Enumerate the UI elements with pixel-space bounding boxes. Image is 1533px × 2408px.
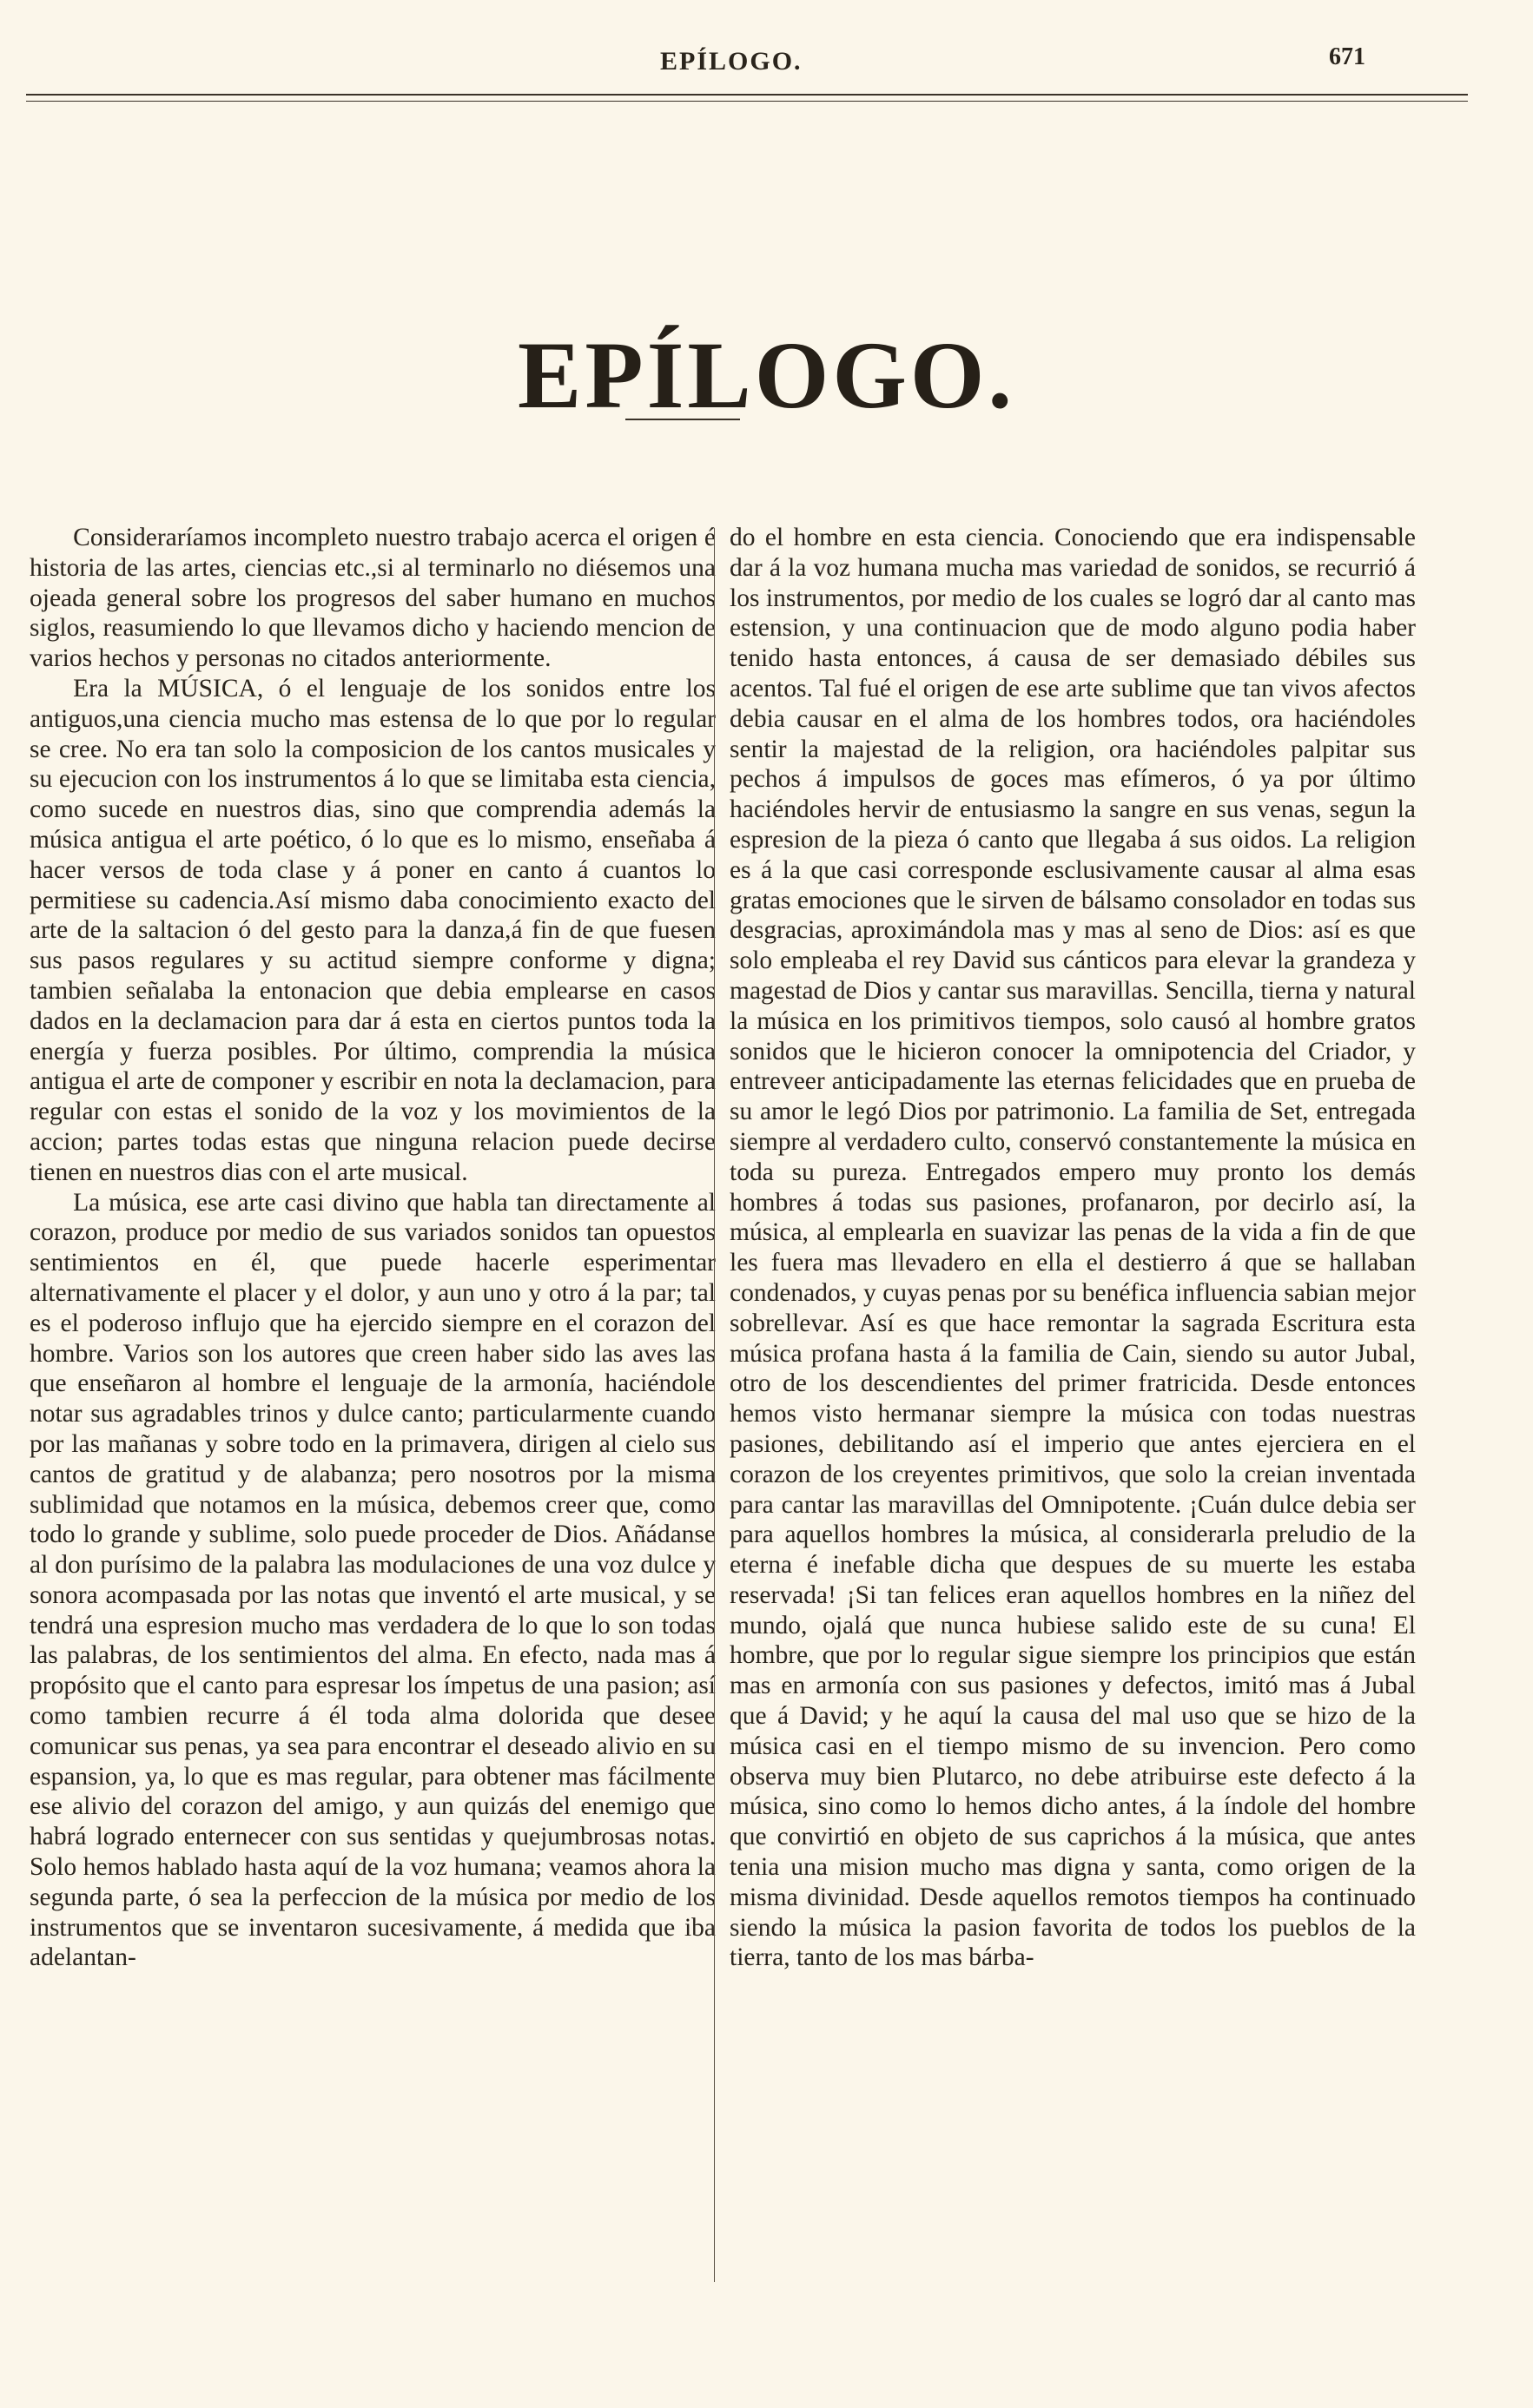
column-divider bbox=[714, 528, 715, 2282]
paragraph: Era la MÚSICA, ó el lenguaje de los sonidos entre los antiguos,una ciencia mucho mas estensa de lo que por lo regular se cree. No era tan solo la composicion de los cantos musicales y su ejecucion con los instrumentos á lo que se limitaba esta ciencia, como sucede en nuestros dias, sino que comprendia además la música antigua el arte poético, ó lo que es lo mismo, enseñaba á hacer versos de toda clase y á poner en canto á cuantos lo permitiese su cadencia.Así mismo daba conocimiento exacto del arte de la saltacion ó del gesto para la danza,á fin de que fuesen sus pasos regulares y su actitud siempre conforme y digna; tambien señalaba la entonacion que debia emplearse en casos dados en la declamacion para dar á esta en ciertos puntos toda la energía y fuerza posibles. Por último, comprendia la música antigua el arte de componer y escribir en nota la declamacion, para regular con estas el sonido de la voz y los movimientos de la accion; partes todas estas que ninguna relacion puede decirse tienen en nuestros dias con el arte musical. bbox=[30, 674, 716, 1186]
header-rule bbox=[26, 94, 1468, 96]
running-title: EPÍLOGO. bbox=[660, 47, 803, 76]
header-rule-thin bbox=[26, 101, 1468, 102]
left-column bbox=[30, 523, 716, 2294]
chapter-title: EPÍLOGO. bbox=[518, 321, 1015, 428]
title-rule bbox=[625, 419, 740, 420]
paragraph: Consideraríamos incompleto nuestro trabajo acerca el origen é historia de las artes, ciencias etc.,si al terminarlo no diésemos una ojeada general sobre los progresos del saber humano en muchos siglos, reasumiendo lo que llevamos dicho y haciendo mencion de varios hechos y personas no citados anteriormente. bbox=[30, 524, 716, 673]
page-number: 671 bbox=[1329, 43, 1365, 70]
right-column bbox=[730, 523, 1416, 2294]
paragraph: do el hombre en esta ciencia. Conociendo que era indispensable dar á la voz humana mucha mas variedad de sonidos, se recurrió á los instrumentos, por medio de los cuales se logró dar al canto mas estension, y una continuacion que de modo alguno podia haber tenido hasta entonces, á causa de ser demasiado débiles sus acentos. Tal fué el origen de ese arte sublime que tan vivos afectos debia causar en el alma de los hombres todos, ora haciéndoles sentir la majestad de la religion, ora haciéndoles palpitar sus pechos á impulsos de goces mas efímeros, ó ya por último haciéndoles hervir de entusiasmo la sangre en sus venas, segun la espresion de la pieza ó canto que llegaba á sus oidos. La religion es á la que casi corresponde esclusivamente causar al alma esas gratas emociones que le sirven de bálsamo consolador en todas sus desgracias, aproximándola mas y mas al seno de Dios: así es que solo empleaba el rey David sus cánticos para elevar la grandeza y magestad de Dios y cantar sus maravillas. Sencilla, tierna y natural la música en los primitivos tiempos, solo causó al hombre gratos sonidos que le hicieron conocer la omnipotencia del Criador, y entreveer anticipadamente las eternas felicidades que en prueba de su amor le legó Dios por patrimonio. La familia de Set, entregada siempre al verdadero culto, conservó constantemente la música en toda su pureza. Entregados empero muy pronto los demás hombres á todas sus pasiones, profanaron, por decirlo así, la música, al emplearla en suavizar las penas de la vida a fin de que les fuera mas llevadero en ella el destierro á que se hallaban condenados, y cuyas penas por su benéfica influencia sabian mejor sobrellevar. Así es que hace remontar la sagrada Escritura esta música profana hasta á la familia de Cain, siendo su autor Jubal, otro de los descendientes del primer fratricida. Desde entonces hemos visto hermanar siempre la música con todas nuestras pasiones, debilitando así el imperio que antes ejerciera en el corazon de los creyentes primitivos, que solo la creian inventada para cantar las maravillas del Omnipotente. ¡Cuán dulce debia ser para aquellos hombres la música, al considerarla preludio de la eterna é inefable dicha que despues de su muerte les estaba reservada! ¡Si tan felices eran aquellos hombres en la niñez del mundo, ojalá que nunca hubiese salido este de su cuna! El hombre, que por lo regular sigue siempre los principios que están mas en armonía con sus pasiones y defectos, imitó mas á Jubal que á David; y he aquí la causa del mal uso que se hizo de la música casi en el tiempo mismo de su invencion. Pero como observa muy bien Plutarco, no debe atribuirse este defecto á la música, sino como lo hemos dicho antes, á la índole del hombre que convirtió en objeto de sus caprichos á la música, que antes tenia una mision mucho mas digna y santa, como origen de la misma divinidad. Desde aquellos remotos tiempos ha continuado siendo la música la pasion favorita de todos los pueblos de la tierra, tanto de los mas bárba- bbox=[730, 524, 1416, 1972]
running-head bbox=[0, 43, 1533, 87]
paragraph: La música, ese arte casi divino que habla tan directamente al corazon, produce por medio de sus variados sonidos tan opuestos sentimientos en él, que puede hacerle esperimentar alternativamente el placer y el dolor, y aun uno y otro á la par; tal es el poderoso influjo que ha ejercido siempre en el corazon del hombre. Varios son los autores que creen haber sido las aves las que enseñaron al hombre el lenguaje de la armonía, haciéndole notar sus agradables trinos y dulce canto; particularmente cuando por las mañanas y sobre todo en la primavera, dirigen al cielo sus cantos de gratitud y de alabanza; pero nosotros por la misma sublimidad que notamos en la música, debemos creer que, como todo lo grande y sublime, solo puede proceder de Dios. Añádanse al don purísimo de la palabra las modulaciones de una voz dulce y sonora acompasada por las notas que inventó el arte musical, y se tendrá una espresion mucho mas verdadera de lo que lo son todas las palabras, de los sentimientos del alma. En efecto, nada mas á propósito que el canto para espresar los ímpetus de una pasion; así como tambien recurre á él toda alma dolorida que desee comunicar sus penas, ya sea para encontrar el deseado alivio en su espansion, ya, lo que es mas regular, para obtener mas fácilmente ese alivio del corazon del amigo, y aun quizás del enemigo que habrá logrado enternecer con sus sentidas y quejumbrosas notas. Solo hemos hablado hasta aquí de la voz humana; veamos ahora la segunda parte, ó sea la perfeccion de la música por medio de los instrumentos que se inventaron sucesivamente, á medida que iba adelantan- bbox=[30, 1188, 716, 1972]
